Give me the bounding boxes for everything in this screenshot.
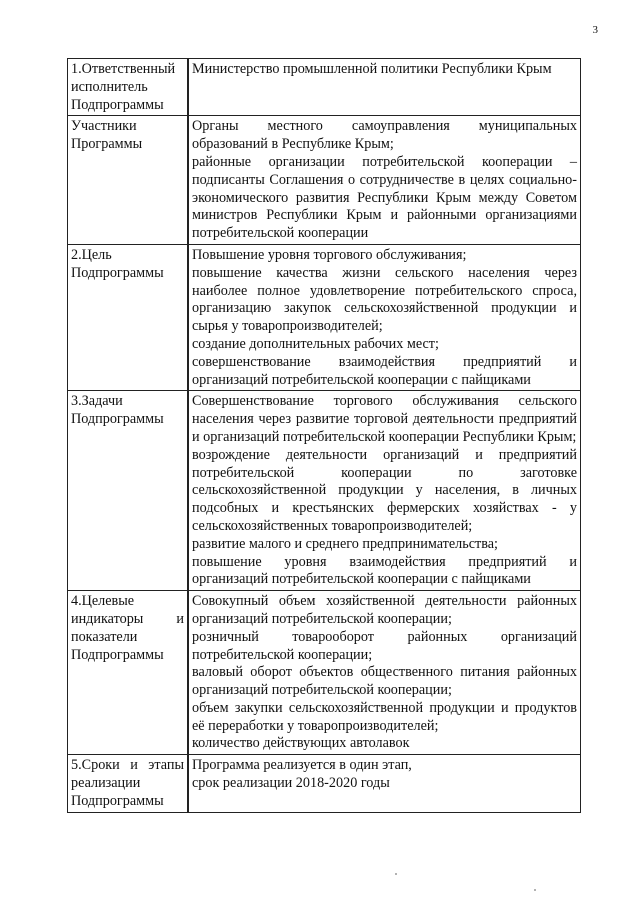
table-row (68, 591, 581, 755)
content-paragraph: количество действующих автолавок (192, 735, 410, 752)
scan-speck (395, 873, 397, 875)
row-label-line: 3.Задачи (71, 393, 123, 410)
row-label-line: Программы (71, 136, 143, 153)
row-label-line: 5.Сроки и этапы (71, 757, 184, 774)
row-content-cell (188, 755, 581, 812)
row-label-line: Подпрограммы (71, 411, 164, 428)
content-paragraph: Министерство промышленной политики Республики Крым (192, 61, 552, 77)
content-paragraph: Совершенствование торгового обслуживания сельского населения через развитие торговой деятельности предприятий и организаций потребительской кооперации Республики Крым; (192, 393, 577, 445)
row-label-line: показатели (71, 628, 138, 645)
content-paragraph: срок реализации 2018-2020 годы (192, 775, 390, 792)
row-label-line: Подпрограммы (71, 264, 164, 281)
row-label-cell (68, 391, 189, 591)
content-paragraph: повышение уровня взаимодействия предприятий и организаций потребительской кооперации с пайщиками (192, 553, 577, 588)
content-paragraph: районные организации потребительской кооперации – подписанты Соглашения о сотрудничестве в целях социально-экономического развития Республики Крым между Советом министров Республики Крым и районными организациями потребительской кооперации (192, 153, 577, 242)
table-row (68, 391, 581, 591)
content-paragraph: Повышение уровня торгового обслуживания; (192, 246, 467, 263)
row-content-cell (188, 244, 581, 390)
content-paragraph: Органы местного самоуправления муниципальных образований в Республике Крым; (192, 118, 577, 153)
table-row (68, 116, 581, 245)
row-label-line: Подпрограммы (71, 646, 164, 663)
row-label-line: Подпрограммы (71, 792, 164, 809)
content-paragraph: создание дополнительных рабочих мест; (192, 335, 439, 352)
row-label-cell (68, 116, 189, 245)
row-label-line: Подпрограммы (71, 96, 164, 113)
row-label-cell (68, 591, 189, 755)
content-paragraph: Программа реализуется в один этап, (192, 757, 412, 774)
content-paragraph: возрождение деятельности организаций и предприятий потребительской кооперации по заготовке сельскохозяйственной продукции у населения, в личных подсобных и крестьянских фермерских хозяйствах - у сельскохозяйственных товаропроизводителей; (192, 446, 577, 534)
row-content-cell (188, 591, 581, 755)
content-paragraph: розничный товарооборот районных организаций потребительской кооперации; (192, 628, 577, 663)
content-paragraph: Совокупный объем хозяйственной деятельности районных организаций потребительской кооперации; (192, 593, 577, 627)
row-label-cell (68, 59, 189, 116)
table-row (68, 244, 581, 390)
row-label-line: 4.Целевые (71, 593, 135, 610)
page-number: 3 (592, 24, 598, 36)
row-content-cell (188, 116, 581, 245)
row-label-line: индикаторы и (71, 610, 184, 627)
content-paragraph: объем закупки сельскохозяйственной продукции и продуктов её переработки у товаропроизводителей; (192, 699, 577, 734)
row-label-cell (68, 244, 189, 390)
row-label-line: исполнитель (71, 78, 148, 95)
content-paragraph: валовый оборот объектов общественного питания районных организаций потребительской кооперации; (192, 664, 577, 699)
row-label-cell (68, 755, 189, 812)
content-paragraph: повышение качества жизни сельского населения через наиболее полное удовлетворение потребительского спроса, организацию закупок сельскохозяйственной продукции и сырья у товаропроизводителей; (192, 264, 577, 335)
row-label-line: Участники (71, 118, 137, 135)
row-label-line: 1.Ответственный (71, 61, 176, 77)
table-row (68, 755, 581, 812)
scan-speck (534, 889, 536, 891)
row-label-line: 2.Цель (71, 246, 112, 263)
row-content-cell (188, 59, 581, 116)
content-paragraph: совершенствование взаимодействия предприятий и организаций потребительской кооперации с пайщиками (192, 353, 577, 388)
content-paragraph: развитие малого и среднего предпринимательства; (192, 535, 498, 552)
subprogram-passport-table (67, 58, 581, 813)
row-content-cell (188, 391, 581, 591)
table-row (68, 59, 581, 116)
row-label-line: реализации (71, 775, 141, 792)
